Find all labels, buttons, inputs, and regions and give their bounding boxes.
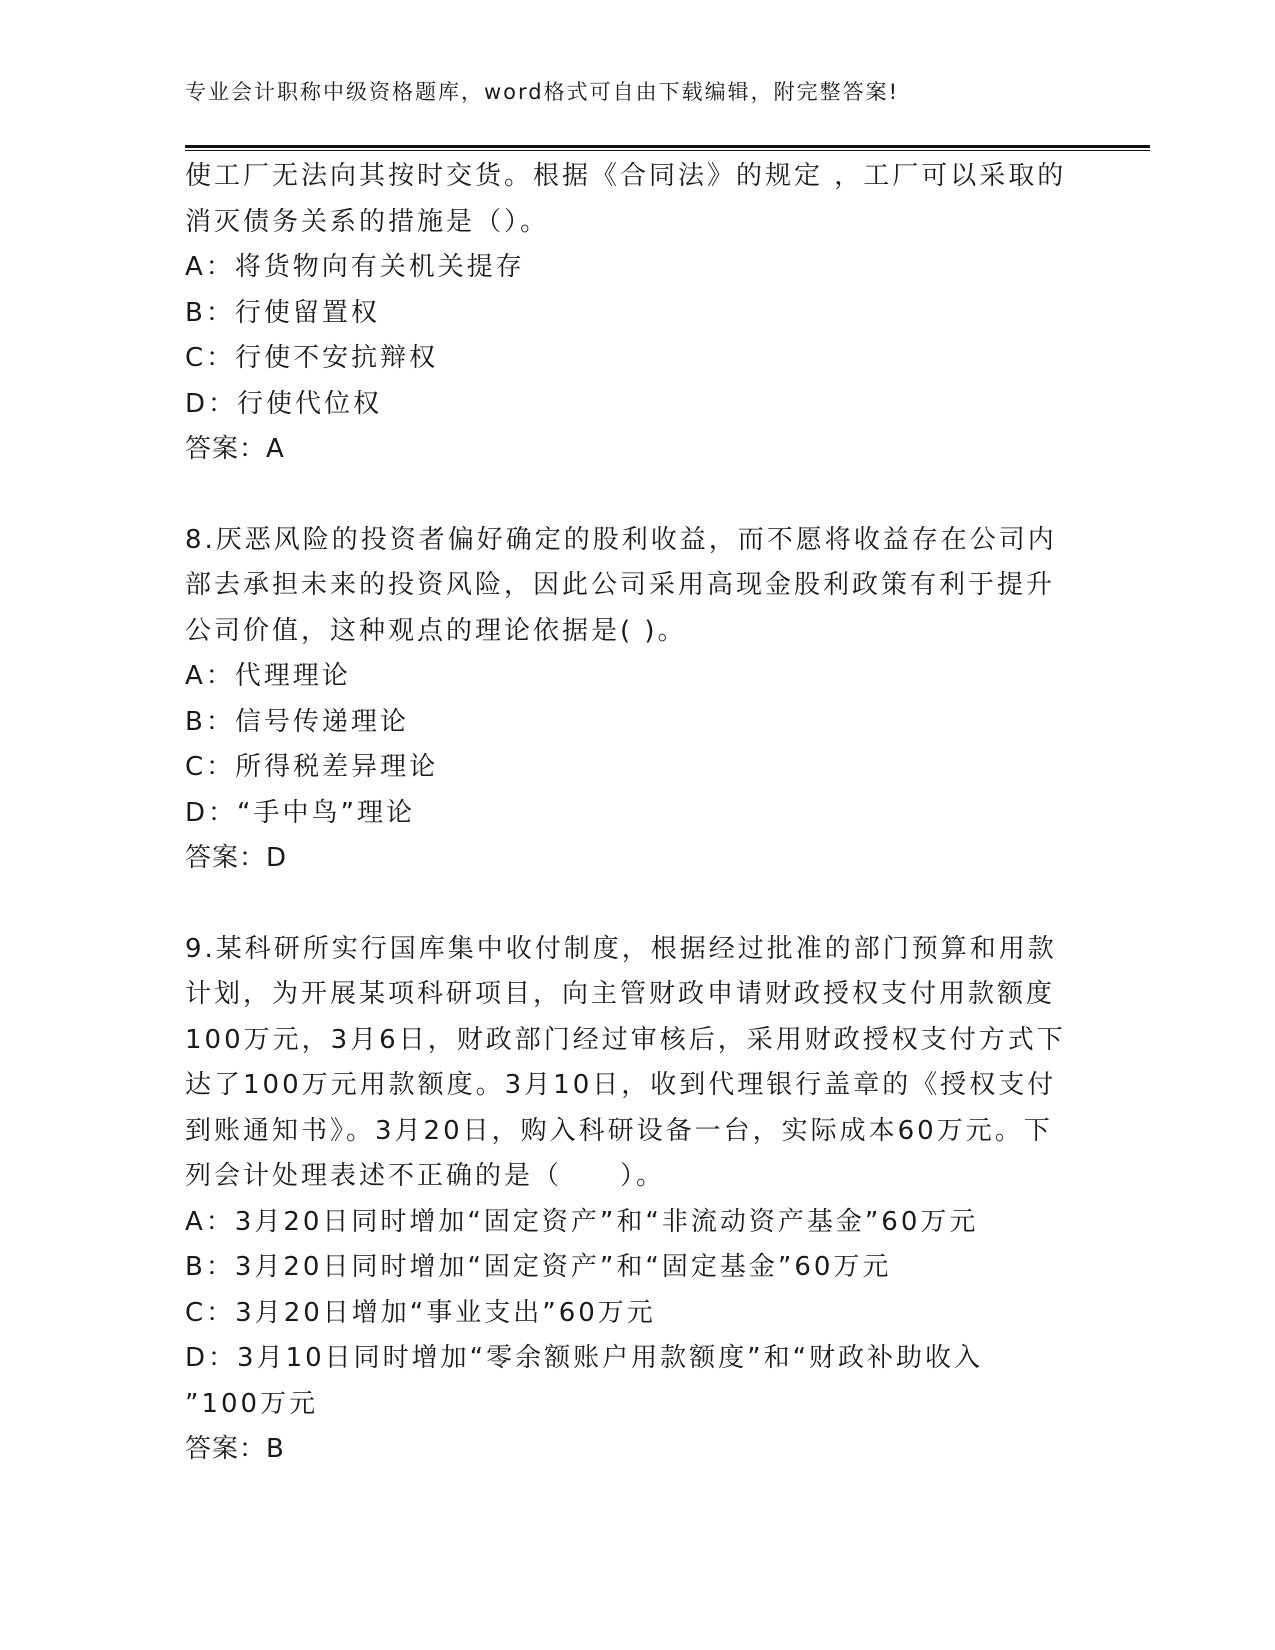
option-a: A：代理理论 (185, 661, 351, 691)
option-b: B：3月20日同时增加“固定资产”和“固定基金”60万元 (185, 1252, 892, 1282)
option-a: A：将货物向有关机关提存 (185, 252, 525, 282)
option-d: D：行使代位权 (185, 388, 383, 419)
question-stem-line: 消灭债务关系的措施是（）。 (185, 206, 550, 237)
question-stem-line: 100万元，3月6日，财政部门经过审核后，采用财政授权支付方式下 (185, 1024, 1066, 1055)
option-c: C：行使不安抗辩权 (185, 343, 439, 373)
option-d: D：3月10日同时增加“零余额账户用款额度”和“财政补助收入 (185, 1343, 984, 1373)
question-stem-line: 部去承担未来的投资风险，因此公司采用高现金股利政策有利于提升 (185, 570, 1056, 600)
spacer (185, 473, 1085, 518)
header-divider-thin (185, 150, 1150, 151)
header-divider-thick (185, 145, 1150, 148)
question-stem-line: 计划，为开展某项科研项目，向主管财政申请财政授权支付用款额度 (185, 979, 1056, 1009)
question-7 (185, 154, 1085, 473)
answer-label: 答案：B (185, 1434, 285, 1464)
option-d: D：“手中鸟”理论 (185, 797, 415, 828)
option-c: C：所得税差异理论 (185, 752, 439, 782)
option-b: B：信号传递理论 (185, 706, 409, 737)
option-a: A：3月20日同时增加“固定资产”和“非流动资产基金”60万元 (185, 1206, 979, 1237)
option-c: C：3月20日增加“事业支出”60万元 (185, 1297, 656, 1328)
option-d-continued: ”100万元 (185, 1388, 319, 1419)
question-stem-line: 9.某科研所实行国库集中收付制度，根据经过批准的部门预算和用款 (185, 933, 1057, 964)
question-8 (185, 518, 1085, 882)
question-stem-line: 到账通知书》。3月20日，购入科研设备一台，实际成本60万元。下 (185, 1115, 1053, 1146)
question-stem-line: 公司价值，这种观点的理论依据是( )。 (185, 615, 687, 646)
spacer (185, 882, 1085, 927)
option-b: B：行使留置权 (185, 297, 380, 328)
question-stem-line: 8.厌恶风险的投资者偏好确定的股利收益，而不愿将收益存在公司内 (185, 524, 1057, 555)
page-header: 专业会计职称中级资格题库，word格式可自由下载编辑，附完整答案! (185, 80, 900, 104)
question-stem-line: 使工厂无法向其按时交货。根据《合同法》的规定 ，工厂可以采取的 (185, 161, 1067, 191)
answer-label: 答案：A (185, 434, 285, 464)
question-stem-line: 达了100万元用款额度。3月10日，收到代理银行盖章的《授权支付 (185, 1070, 1057, 1100)
header-divider (185, 145, 1150, 151)
question-9 (185, 927, 1085, 1473)
answer-label: 答案：D (185, 843, 288, 873)
question-list (185, 154, 1085, 1473)
question-stem-line: 列会计处理表述不正确的是（ ）。 (185, 1161, 666, 1191)
